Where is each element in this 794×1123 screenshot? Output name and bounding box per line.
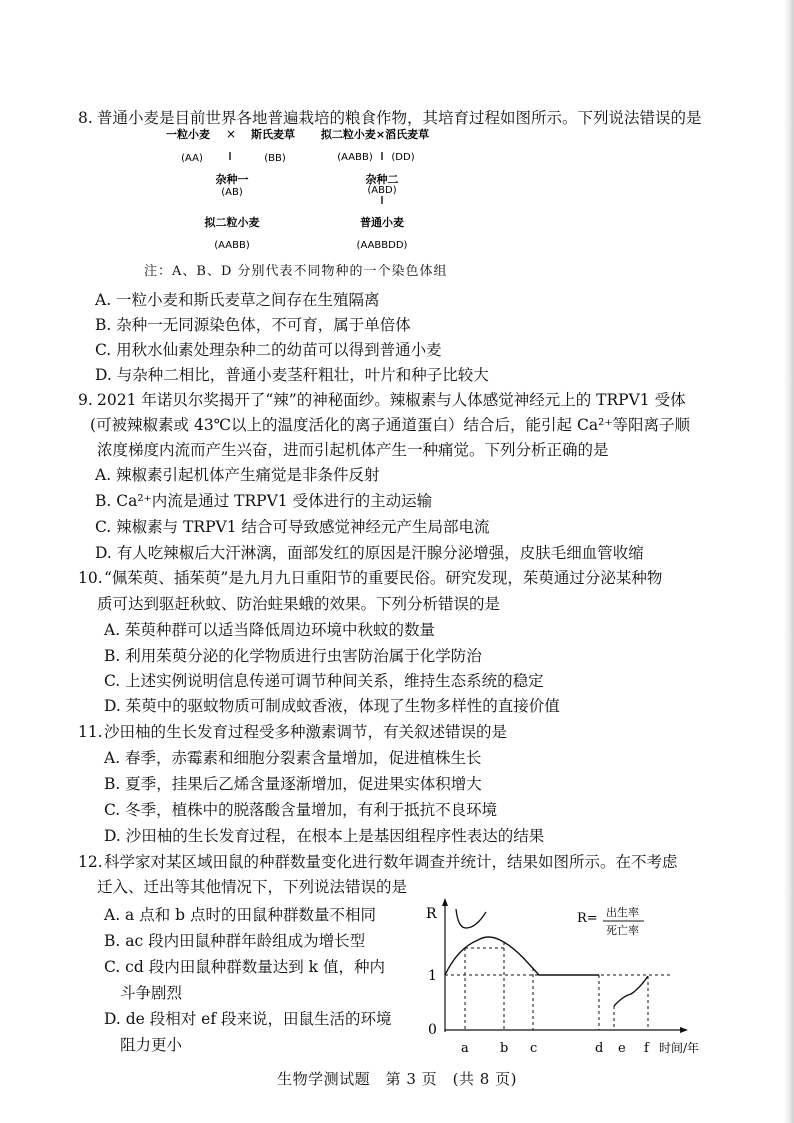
q8-option-b: B. 杂种一无同源染色体，不可育，属于单倍体 (95, 316, 411, 334)
graph-x-label-e: e (618, 1041, 626, 1056)
graph-x-axis-label: 时间/年 (659, 1041, 700, 1055)
q11-option-b: B. 夏季，挂果后乙烯含量逐渐增加，促进果实体积增大 (104, 775, 482, 793)
q8-option-a: A. 一粒小麦和斯氏麦草之间存在生殖隔离 (95, 291, 380, 309)
q12-stem-line-1: 科学家对某区域田鼠的种群数量变化进行数年调查并统计，结果如图所示。在不考虑 (104, 853, 678, 871)
scan-edge-shadow (784, 0, 794, 1123)
q12-stem-line-2: 迁入、迁出等其他情况下，下列说法错误的是 (97, 878, 408, 896)
graph-formula-numerator: 出生率 (606, 906, 639, 919)
graph-main-curve (445, 937, 599, 975)
graph-y-tick-one: 1 (428, 968, 437, 984)
graph-rising-curve (614, 976, 648, 1006)
diagram-hybrid-1: 杂种一 (215, 173, 249, 186)
q9-option-b: B. Ca²⁺内流是通过 TRPV1 受体进行的主动运输 (95, 492, 433, 510)
q10-option-b: B. 利用茱萸分泌的化学物质进行虫害防治属于化学防治 (104, 647, 482, 665)
q9-stem-line-1: 2021 年诺贝尔奖揭开了“辣”的神秘面纱。辣椒素与人体感觉神经元上的 TRPV1 受体 (97, 391, 686, 409)
q11-stem: 沙田柚的生长发育过程受多种激素调节，有关叙述错误的是 (104, 723, 508, 741)
q12-number: 12. (78, 853, 103, 871)
q10-option-d: D. 茱萸中的驱蚊物质可制成蚊香液，体现了生物多样性的直接价值 (104, 697, 560, 715)
q11-option-d: D. 沙田柚的生长发育过程，在根本上是基因组程序性表达的结果 (104, 827, 545, 845)
graph-y-label: R (426, 906, 437, 922)
graph-top-curve (456, 909, 486, 928)
diagram-cross-1: × (225, 127, 237, 141)
graph-x-label-b: b (500, 1041, 509, 1056)
q9-number: 9. (78, 391, 93, 409)
q10-stem-line-1: “佩茱萸、插茱萸”是九月九日重阳节的重要民俗。研究发现，茱萸通过分泌某种物 (104, 569, 663, 587)
page-footer: 生物学测试题 第 3 页 (共 8 页) (277, 1070, 517, 1088)
q10-stem-line-2: 质可达到驱赶秋蚊、防治蛀果蛾的效果。下列分析错误的是 (97, 595, 501, 613)
diagram-hybrid-1-genome: (AB) (221, 187, 243, 198)
diagram-cross-2-genome-1: (AABB) (337, 152, 373, 163)
diagram-einkorn-genome: (AA) (181, 153, 203, 164)
q12-option-a: A. a 点和 b 点时的田鼠种群数量不相同 (104, 906, 376, 924)
q8-stem: 普通小麦是目前世界各地普遍栽培的粮食作物，其培育过程如图所示。下列说法错误的是 (97, 109, 702, 127)
q8-diagram-note: 注：A、B、D 分别代表不同物种的一个染色体组 (144, 264, 448, 279)
q12-option-c: C. cd 段内田鼠种群数量达到 k 值，种内 (104, 958, 385, 976)
diagram-hybrid-2: 杂种二 (365, 173, 399, 186)
q12-option-d: D. de 段相对 ef 段来说，田鼠生活的环境 (104, 1010, 392, 1028)
graph-formula-denominator: 死亡率 (606, 924, 639, 937)
graph-x-label-d: d (595, 1041, 604, 1056)
q11-option-c: C. 冬季，植株中的脱落酸含量增加，有利于抵抗不良环境 (104, 801, 498, 819)
q12-option-d-cont: 阻力更小 (120, 1036, 183, 1054)
q9-option-a: A. 辣椒素引起机体产生痛觉是非条件反射 (95, 466, 380, 484)
wheat-breeding-diagram (150, 126, 470, 254)
diagram-einkorn: 一粒小麦 (166, 128, 210, 141)
graph-x-arrow (680, 1027, 688, 1033)
diagram-cross-2-genome-2: (DD) (391, 152, 415, 163)
graph-formula-lhs: R= (577, 911, 598, 926)
diagram-goatgrass: 斯氏麦草 (251, 128, 295, 141)
q8-option-d: D. 与杂种二相比，普通小麦茎秆粗壮，叶片和种子比较大 (95, 366, 489, 384)
graph-x-label-f: f (644, 1041, 649, 1056)
q9-stem-line-2: (可被辣椒素或 43℃以上的温度活化的离子通道蛋白）结合后，能引起 Ca²⁺等阳离子顺 (90, 416, 690, 434)
q10-option-c: C. 上述实例说明信息传递可调节种间关系，维持生态系统的稳定 (104, 672, 544, 690)
q8-option-c: C. 用秋水仙素处理杂种二的幼苗可以得到普通小麦 (95, 341, 442, 359)
q9-stem-line-3: 浓度梯度内流而产生兴奋，进而引起机体产生一种痛觉。下列分析正确的是 (97, 441, 609, 459)
diagram-emmer-genome: (AABB) (214, 240, 250, 251)
diagram-hybrid-2-genome: (ABD) (367, 185, 397, 196)
graph-x-label-c: c (530, 1041, 538, 1056)
q11-number: 11. (78, 723, 103, 741)
q10-number: 10. (78, 569, 103, 587)
q9-option-d: D. 有人吃辣椒后大汗淋漓，面部发红的原因是汗腺分泌增强，皮肤毛细血管收缩 (95, 544, 644, 562)
graph-origin: 0 (428, 1022, 437, 1038)
diagram-emmer: 拟二粒小麦 (204, 216, 260, 229)
q8-number: 8. (78, 109, 93, 127)
graph-x-label-a: a (461, 1041, 469, 1056)
q12-option-c-cont: 斗争剧烈 (120, 984, 183, 1002)
r-ratio-graph (418, 896, 718, 1066)
q10-option-a: A. 茱萸种群可以适当降低周边环境中秋蚊的数量 (104, 621, 436, 639)
q12-option-b: B. ac 段内田鼠种群年龄组成为增长型 (104, 932, 366, 950)
diagram-common-wheat-genome: (AABBDD) (356, 240, 408, 251)
diagram-cross-2: 拟二粒小麦×滔氏麦草 (320, 128, 430, 141)
graph-y-arrow (442, 898, 448, 906)
diagram-common-wheat: 普通小麦 (360, 216, 404, 229)
q11-option-a: A. 春季，赤霉素和细胞分裂素含量增加，促进植株生长 (104, 749, 482, 767)
q9-option-c: C. 辣椒素与 TRPV1 结合可导致感觉神经元产生局部电流 (95, 518, 490, 536)
diagram-goatgrass-genome: (BB) (264, 153, 286, 164)
